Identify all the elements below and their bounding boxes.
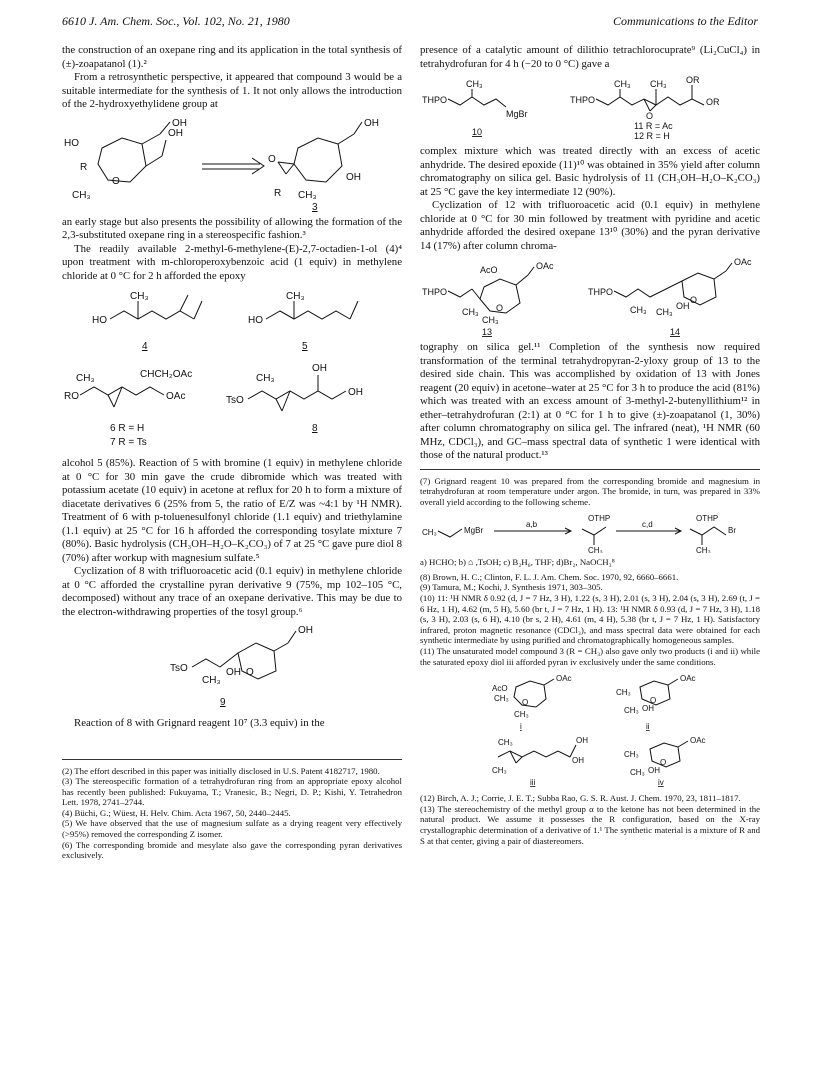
o-label: O <box>246 667 254 678</box>
o-label: O <box>522 698 529 708</box>
structure-compounds-4-5 <box>62 287 402 357</box>
structure-compound-9 <box>62 623 402 713</box>
ch3-label: CH₃ <box>72 189 91 201</box>
thpo-label: THPO <box>422 95 448 105</box>
footnote: (3) The stereospecific formation of a tetrahydrofuran ring from an appropriate epoxy alcohol has recently been published: Fukuyama, T.; Vranesic, B.; Negri, D. P.; Kishi, Y. Tetrahedron Lett. 1978, 2741–2744. <box>62 776 402 808</box>
ho-label: HO <box>248 315 263 326</box>
paragraph: presence of a catalytic amount of dilithio tetrachlorocuprate⁹ (Li₂CuCl₄) in tetrahydrofuran for 4 h (−20 to 0 °C) gave a <box>420 44 760 70</box>
compound-label: 3 <box>312 201 318 212</box>
r-label: R <box>80 161 88 173</box>
o-label: O <box>660 758 667 768</box>
compound-label: 7 R = Ts <box>110 437 147 448</box>
oh-label: OH <box>298 625 313 636</box>
thpo-label: THPO <box>570 95 596 105</box>
compound-label: 9 <box>220 697 226 708</box>
othp-label: OTHP <box>588 514 611 524</box>
structure-compounds-10-11-12 <box>420 75 760 141</box>
ch3-label: CH₃ <box>630 768 645 778</box>
ch3-label: CH₃ <box>588 546 603 554</box>
paragraph: The readily available 2-methyl-6-methylene-(E)-2,7-octadien-1-ol (4)⁴ upon treatment with m-chloroperoxybenzoic acid (1 equiv) in methylene chloride at 0 °C for 2 h afforded the epoxy <box>62 242 402 282</box>
paragraph: Cyclization of 8 with trifluoroacetic acid (0.1 equiv) in methylene chloride at 0 °C afforded the crystalline pyran derivative 9 (75%, mp 102–105 °C, decomposed) without any trace of an oxepane derivative. This may be due to the electron-withdrawing properties of the tosyl group.⁶ <box>62 565 402 618</box>
footnotes <box>420 476 760 847</box>
oac-label: OAc <box>536 261 554 271</box>
left-column <box>62 44 402 861</box>
footnote: (6) The corresponding bromide and mesylate also gave the corresponding pyran derivatives exclusively. <box>62 839 402 861</box>
oh-label: OH <box>648 766 660 776</box>
oh-label: OH <box>572 756 584 766</box>
oac-label: OAc <box>166 391 186 402</box>
o-label: O <box>496 303 504 313</box>
footnote: (2) The effort described in this paper was initially disclosed in U.S. Patent 4182717, 1980. <box>62 765 380 776</box>
tso-label: TsO <box>226 395 244 406</box>
ch3-label: CH₃ <box>656 307 673 317</box>
othp-label: OTHP <box>696 514 719 524</box>
aco-label: AcO <box>480 265 498 275</box>
ch3-label: CH₃ <box>130 291 149 302</box>
r-label: R <box>274 187 282 199</box>
oh-label: OH <box>364 117 379 129</box>
oh-label: OH <box>312 363 327 374</box>
right-column <box>420 44 760 846</box>
compound-label: 8 <box>312 423 318 434</box>
oh-label: OH <box>642 704 654 714</box>
ch3-label: CH₃ <box>696 546 711 554</box>
footnote: (9) Tamura, M.; Kochi, J. Synthesis 1971, 303–305. <box>420 582 603 593</box>
section-title: Communications to the Editor <box>613 14 758 28</box>
oac-label: OAc <box>690 736 706 746</box>
oh-label: OH <box>676 301 690 311</box>
or-label: OR <box>686 75 700 85</box>
oh-label: OH <box>172 117 187 129</box>
tso-label: TsO <box>170 663 188 674</box>
ch3-label: CH₃ <box>614 79 631 89</box>
footnote: (8) Brown, H. C.; Clinton, F. L. J. Am. Chem. Soc. 1970, 92, 6660–6661. <box>420 571 679 582</box>
ch3-label: CH₃ <box>422 528 437 538</box>
paragraph: an early stage but also presents the possibility of allowing the formation of the 2,3-substituted oxepane ring in a stereospecific fashion.³ <box>62 215 402 241</box>
compound-label: 11 R = Ac <box>634 121 673 131</box>
structure-model-compounds <box>420 671 760 789</box>
ch3-label: CH₃ <box>630 305 647 315</box>
thpo-label: THPO <box>588 287 614 297</box>
paragraph: Reaction of 8 with Grignard reagent 10⁷ (3.3 equiv) in the <box>74 717 325 729</box>
paragraph: complex mixture which was treated directly with an excess of acetic anhydride. The desired epoxide (11)¹⁰ was obtained in 35% yield after column chromatography on silica gel. Basic hydrolysis of 11 (CH₃OH–H₂O–K₂CO₃) at 25 °C gave the key intermediate 12 (90%). <box>420 145 760 198</box>
footnote: (11) The unsaturated model compound 3 (R = CH₃) also gave only two products (i and ii) while the saturated epoxy diol iii afforded pyran iv exclusively under the same conditions. <box>420 646 760 667</box>
compound-label: iv <box>658 778 664 788</box>
page-header <box>62 14 758 34</box>
o-label: O <box>112 175 120 187</box>
ch3-label: CH₃ <box>498 738 513 748</box>
ch3-label: CH₃ <box>298 189 317 201</box>
structure-compounds-6-7-8 <box>62 361 402 453</box>
chch2oac-label: CHCH₂OAc <box>140 369 193 380</box>
structure-grignard-scheme <box>420 511 760 553</box>
scheme-reagents: a) HCHO; b) ⌂ ,TsOH; c) B₂H₆, THF; d)Br₂, NaOCH₃⁸ <box>420 557 615 568</box>
ho-label: HO <box>92 315 107 326</box>
compound-label: 13 <box>482 327 493 337</box>
compound-label: i <box>520 722 522 732</box>
compound-label: 12 R = H <box>634 131 670 141</box>
compound-label: 5 <box>302 341 308 352</box>
ch3-label: CH₃ <box>514 710 529 720</box>
ch3-label: CH₃ <box>624 706 639 716</box>
ch3-label: CH₃ <box>286 291 305 302</box>
footnote: (7) Grignard reagent 10 was prepared from the corresponding bromide and magnesium in tetrahydrofuran at room temperature under argon. The bromide, in turn, was prepared in 33% overall yield according to the following scheme. <box>420 475 760 507</box>
footnote-divider <box>62 759 402 760</box>
footnote-divider <box>420 469 760 470</box>
oac-label: OAc <box>556 674 572 684</box>
reagent-label: a,b <box>526 520 538 530</box>
aco-label: AcO <box>492 684 508 694</box>
oh-label: OH <box>576 736 588 746</box>
ch3-label: CH₃ <box>650 79 667 89</box>
o-label: O <box>646 111 654 121</box>
footnote: (10) 11: ¹H NMR δ 0.92 (d, J = 7 Hz, 3 H), 1.22 (s, 3 H), 2.01 (s, 3 H), 2.04 (s, 3 H), 2.69 (t, J = 6 Hz, 1 H), 4.62 (m, 5 H), 5.60 (br t, J = 7 Hz, 1 H). 13: ¹H NMR δ 0.93 (d, J = 7 Hz, 3 H), 1.18 (s, 3 H), 2.03 (s, 6 H), 4.10 (br s, 2 H), 4.61 (m, 4 H), 5.38 (br t, J = 7 Hz, 1 H). Satisfactory infrared, proton magnetic resonance (CDCl₃), and mass spectral data were obtained for each synthetic intermediate by using purified and chromatographically homogeneous samples. <box>420 593 760 646</box>
footnote: (4) Büchi, G.; Wüest, H. Helv. Chim. Acta 1967, 50, 2440–2445. <box>62 807 291 818</box>
compound-label: ii <box>646 722 650 732</box>
ch3-label: CH₃ <box>492 766 507 776</box>
structure-retrosynthesis <box>62 116 402 212</box>
journal-citation: 6610 J. Am. Chem. Soc., Vol. 102, No. 21, 1980 <box>62 14 290 28</box>
reagent-label: c,d <box>642 520 653 530</box>
o-label: O <box>268 153 276 165</box>
oh-label: OH <box>346 171 361 183</box>
ro-label: RO <box>64 391 79 402</box>
mgbr-label: MgBr <box>506 109 528 119</box>
ch3-label: CH₃ <box>624 750 639 760</box>
paragraph: alcohol 5 (85%). Reaction of 5 with bromine (1 equiv) in methylene chloride at 0 °C for 30 min gave the crude dibromide which was treated with potassium acetate (10 equiv) in acetone at reflux for 20 h to form a mixture of diacetate derivatives 6 (25% from 5, the ratio of E/Z was ~4:1 by ¹H NMR). Treatment of 6 with p-toluenesulfonyl chloride (1.1 equiv) and triethylamine (1.1 equiv) at 25 °C for 16 h afforded the corresponding tosylate mixture 7 (80%). Basic hydrolysis (CH₃OH–H₂O–K₂CO₃) of 7 at 25 °C gave pure diol 8 (70%) after workup with magnesium sulfate.⁵ <box>62 457 402 564</box>
oh-label: OH <box>226 667 241 678</box>
paragraph: the construction of an oxepane ring and its application in the total synthesis of (±)-zoapatanol (1).² <box>62 44 402 70</box>
mgbr-label: MgBr <box>464 526 484 536</box>
ch3-label: CH₃ <box>494 694 509 704</box>
oh-label: OH <box>168 127 183 139</box>
ch3-label: CH₃ <box>462 307 479 317</box>
oac-label: OAc <box>680 674 696 684</box>
ch3-label: CH₃ <box>466 79 483 89</box>
compound-label: 4 <box>142 341 148 352</box>
compound-label: iii <box>530 778 536 788</box>
compound-label: 10 <box>472 127 483 137</box>
or-label: OR <box>706 97 720 107</box>
ch3-label: CH₃ <box>616 688 631 698</box>
ch3-label: CH₃ <box>482 315 499 325</box>
compound-label: 6 R = H <box>110 423 145 434</box>
ho-label: HO <box>64 137 79 149</box>
o-label: O <box>650 696 657 706</box>
oh-label: OH <box>348 387 363 398</box>
paragraph: From a retrosynthetic perspective, it appeared that compound 3 would be a suitable intermediate for the synthesis of 1. It not only allows the introduction of the 2-hydroxyethylidene group at <box>62 71 402 110</box>
ch3-label: CH₃ <box>202 675 221 686</box>
ch3-label: CH₃ <box>76 373 95 384</box>
br-label: Br <box>728 526 736 536</box>
compound-label: 14 <box>670 327 681 337</box>
footnote: (5) We have observed that the use of magnesium sulfate as a drying reagent very effectively (>95%) removed the corresponding Z isomer. <box>62 818 402 840</box>
ch3-label: CH₃ <box>256 373 275 384</box>
footnotes <box>62 766 402 861</box>
paragraph: tography on silica gel.¹¹ Completion of the synthesis now required transformation of the terminal tetrahydropyran-2-yloxy group of 13 to the desired side chain. This was accomplished by oxidation of 13 with Jones reagent (20 equiv) in acetone–water at 25 °C for 3 h to produce the acid (81%) which was treated with an excess amount of 3-methyl-2-butenyllithium¹² in ether–tetrahydrofuran (2:1) at 0 °C for 1 h to give (±)-zoapatanol (1, 30%) after column chromatography on silica gel. The infrared (neat), ¹H NMR (60 MHz, CDCl₃), and GC–mass spectral data of synthetic 1 were identical with those of the natural product.¹³ <box>420 341 760 461</box>
thpo-label: THPO <box>422 287 448 297</box>
oac-label: OAc <box>734 257 752 267</box>
footnote: (12) Birch, A. J.; Corrie, J. E. T.; Subba Rao, G. S. R. Aust. J. Chem. 1970, 23, 1811–1817. <box>420 793 741 804</box>
paragraph: Cyclization of 12 with trifluoroacetic acid (0.1 equiv) in methylene chloride at 0 °C for 30 min followed by treatment with pyridine and acetic anhydride afforded the desired oxepane 13¹⁰ (30%) and the pyran derivative 14 (17%) after column chroma- <box>420 199 760 252</box>
structure-compounds-13-14 <box>420 257 760 337</box>
footnote: (13) The stereochemistry of the methyl group α to the ketone has not been determined in the natural product. We assume it possesses the R configuration, based on the X-ray crystallographic determination of a derivative of 1.¹ The synthetic material is a mixture of R and S at that center, giving a pair of diastereomers. <box>420 803 760 846</box>
o-label: O <box>690 295 698 305</box>
